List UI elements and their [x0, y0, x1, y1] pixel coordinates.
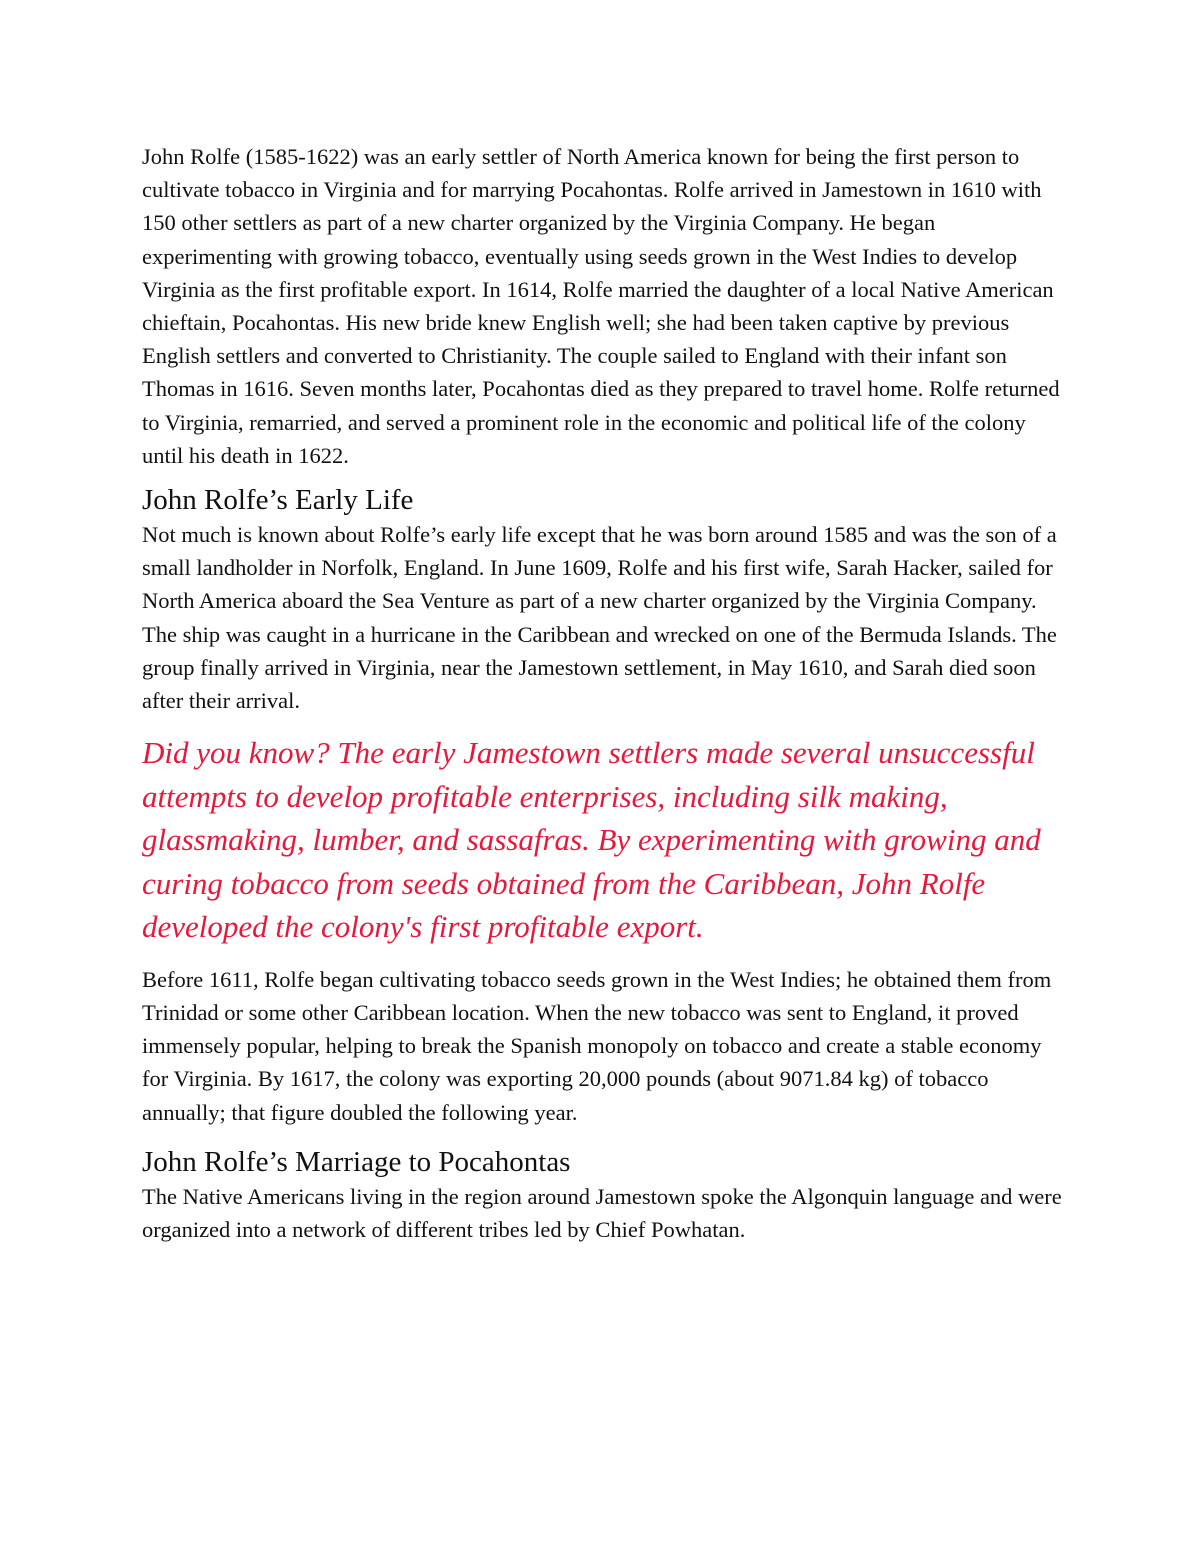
intro-paragraph: John Rolfe (1585-1622) was an early settler of North America known for being the first person to cultivate tobacco in Virginia and for marrying Pocahontas. Rolfe arrived in Jamestown in 1610 with 150 other settlers as part of a new charter organized by the Virginia Company. He began experimenting with growing tobacco, eventually using seeds grown in the West Indies to develop Virginia as the first profitable export. In 1614, Rolfe married the daughter of a local Native American chieftain, Pocahontas. His new bride knew English well; she had been taken captive by previous English settlers and converted to Christianity. The couple sailed to England with their infant son Thomas in 1616. Seven months later, Pocahontas died as they prepared to travel home. Rolfe returned to Virginia, remarried, and served a prominent role in the economic and political life of the colony until his death in 1622.: [142, 144, 1060, 468]
document-page: [142, 140, 1062, 1246]
tobacco-paragraph: Before 1611, Rolfe began cultivating tobacco seeds grown in the West Indies; he obtained them from Trinidad or some other Caribbean location. When the new tobacco was sent to England, it proved immensely popular, helping to break the Spanish monopoly on tobacco and create a stable economy for Virginia. By 1617, the colony was exporting 20,000 pounds (about 9071.84 kg) of tobacco annually; that figure doubled the following year.: [142, 966, 1052, 1125]
marriage-heading: John Rolfe’s Marriage to Pocahontas: [142, 1145, 571, 1178]
marriage-paragraph: The Native Americans living in the region around Jamestown spoke the Algonquin language and were organized into a network of different tribes led by Chief Powhatan.: [142, 1183, 1062, 1242]
early-life-heading: John Rolfe’s Early Life: [142, 484, 414, 517]
did-you-know-callout: Did you know? The early Jamestown settlers made several unsuccessful attempts to develop profitable enterprises, including silk making, glassmaking, lumber, and sassafras. By experimenting with growing and curing tobacco from seeds obtained from the Caribbean, John Rolfe developed the colony's first profitable export.: [142, 735, 1041, 945]
early-life-paragraph: Not much is known about Rolfe’s early life except that he was born around 1585 and was the son of a small landholder in Norfolk, England. In June 1609, Rolfe and his first wife, Sarah Hacker, sailed for North America aboard the Sea Venture as part of a new charter organized by the Virginia Company. The ship was caught in a hurricane in the Caribbean and wrecked on one of the Bermuda Islands. The group finally arrived in Virginia, near the Jamestown settlement, in May 1610, and Sarah died soon after their arrival.: [142, 522, 1057, 714]
